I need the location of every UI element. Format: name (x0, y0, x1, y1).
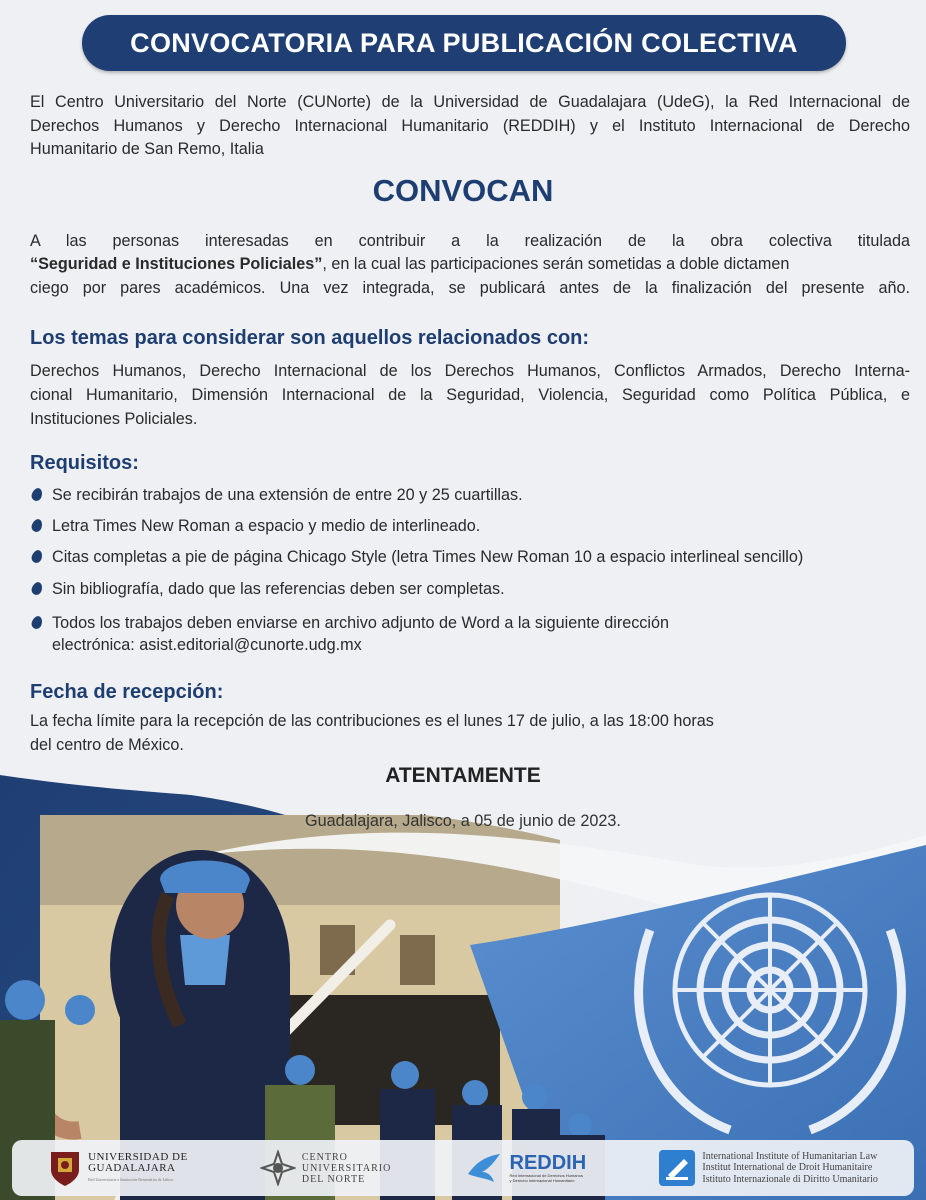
call-line-2-rest: , en la cual las participaciones serán sometidas a doble dictamen (322, 255, 790, 273)
bullet-icon (30, 581, 44, 597)
call-line-2 (30, 253, 910, 276)
intro-line-2: Derechos Humanos y Derecho Internacional Humanitario (REDDIH) y el Instituto Internacional de Derecho (30, 117, 910, 135)
topics-heading: Los temas para considerar son aquellos relacionados con: (30, 327, 590, 349)
deadline-heading: Fecha de recepción: (30, 681, 224, 703)
photo-illustration (0, 775, 926, 1200)
udg-crest-icon (48, 1148, 82, 1188)
cunorte-logo: CENTRO UNIVERSITARIO DEL NORTE (260, 1150, 391, 1186)
bullet-icon (30, 487, 44, 503)
requirement-item-email: Todos los trabajos deben enviarse en archivo adjunto de Word a la siguiente dirección electrónica: asist.editorial@cunorte.udg.mx (30, 612, 910, 656)
requirement-item: Sin bibliografía, dado que las referencias deben ser completas. (30, 578, 910, 600)
reddih-logo: REDDIH Red Internacional de Derechos Humanos y Derecho Internacional Humanitario (464, 1148, 587, 1188)
intro-line-1: El Centro Universitario del Norte (CUNorte) de la Universidad de Guadalajara (UdeG), la Red Internacional de (30, 93, 910, 111)
call-line-1: A las personas interesadas en contribuir a la realización de la obra colectiva titulada (30, 232, 910, 250)
place-date: Guadalajara, Jalisco, a 05 de junio de 2023. (305, 812, 621, 830)
submission-email: electrónica: asist.editorial@cunorte.udg.mx (52, 636, 362, 654)
closing-heading: ATENTAMENTE (385, 764, 541, 787)
deadline-line-2: del centro de México. (30, 736, 184, 754)
iihl-emblem-icon (658, 1149, 696, 1187)
topics-line-3: Instituciones Policiales. (30, 410, 198, 428)
requirements-heading: Requisitos: (30, 452, 139, 474)
page-title: CONVOCATORIA PARA PUBLICACIÓN COLECTIVA (130, 27, 798, 58)
requirement-item: Letra Times New Roman a espacio y medio de interlineado. (30, 515, 910, 537)
bullet-icon (30, 518, 44, 534)
dove-icon (464, 1148, 504, 1188)
footer-logos (12, 1140, 914, 1196)
udg-logo: UNIVERSIDAD DE GUADALAJARA Red Universitaria e Institución Benemérita de Jalisco (48, 1148, 188, 1188)
requirement-item: Citas completas a pie de página Chicago Style (letra Times New Roman 10 a espacio interlineal sencillo) (30, 546, 910, 568)
title-banner (82, 15, 846, 71)
bullet-icon (30, 549, 44, 565)
cunorte-star-icon (260, 1150, 296, 1186)
topics-line-1: Derechos Humanos, Derecho Internacional de los Derechos Humanos, Conflictos Armados, Derecho Interna- (30, 362, 910, 380)
call-line-3: ciego por pares académicos. Una vez integrada, se publicará antes de la finalización del presente año. (30, 279, 910, 297)
work-title: “Seguridad e Instituciones Policiales” (30, 255, 323, 273)
iihl-logo: International Institute of Humanitarian Law Institut International de Droit Humanitaire Istituto Internazionale di Diritto Umanitario (658, 1149, 878, 1187)
requirement-item: Se recibirán trabajos de una extensión de entre 20 y 25 cuartillas. (30, 484, 910, 506)
intro-line-3: Humanitario de San Remo, Italia (30, 140, 264, 158)
topics-line-2: cional Humanitario, Dimensión Internacional de la Seguridad, Violencia, Seguridad como Política Pública, e (30, 386, 910, 404)
peacekeepers-photo (0, 775, 926, 1200)
convocan-heading: CONVOCAN (372, 173, 554, 208)
deadline-line-1: La fecha límite para la recepción de las contribuciones es el lunes 17 de julio, a las 18:00 horas (30, 712, 714, 730)
bullet-icon (30, 615, 44, 631)
